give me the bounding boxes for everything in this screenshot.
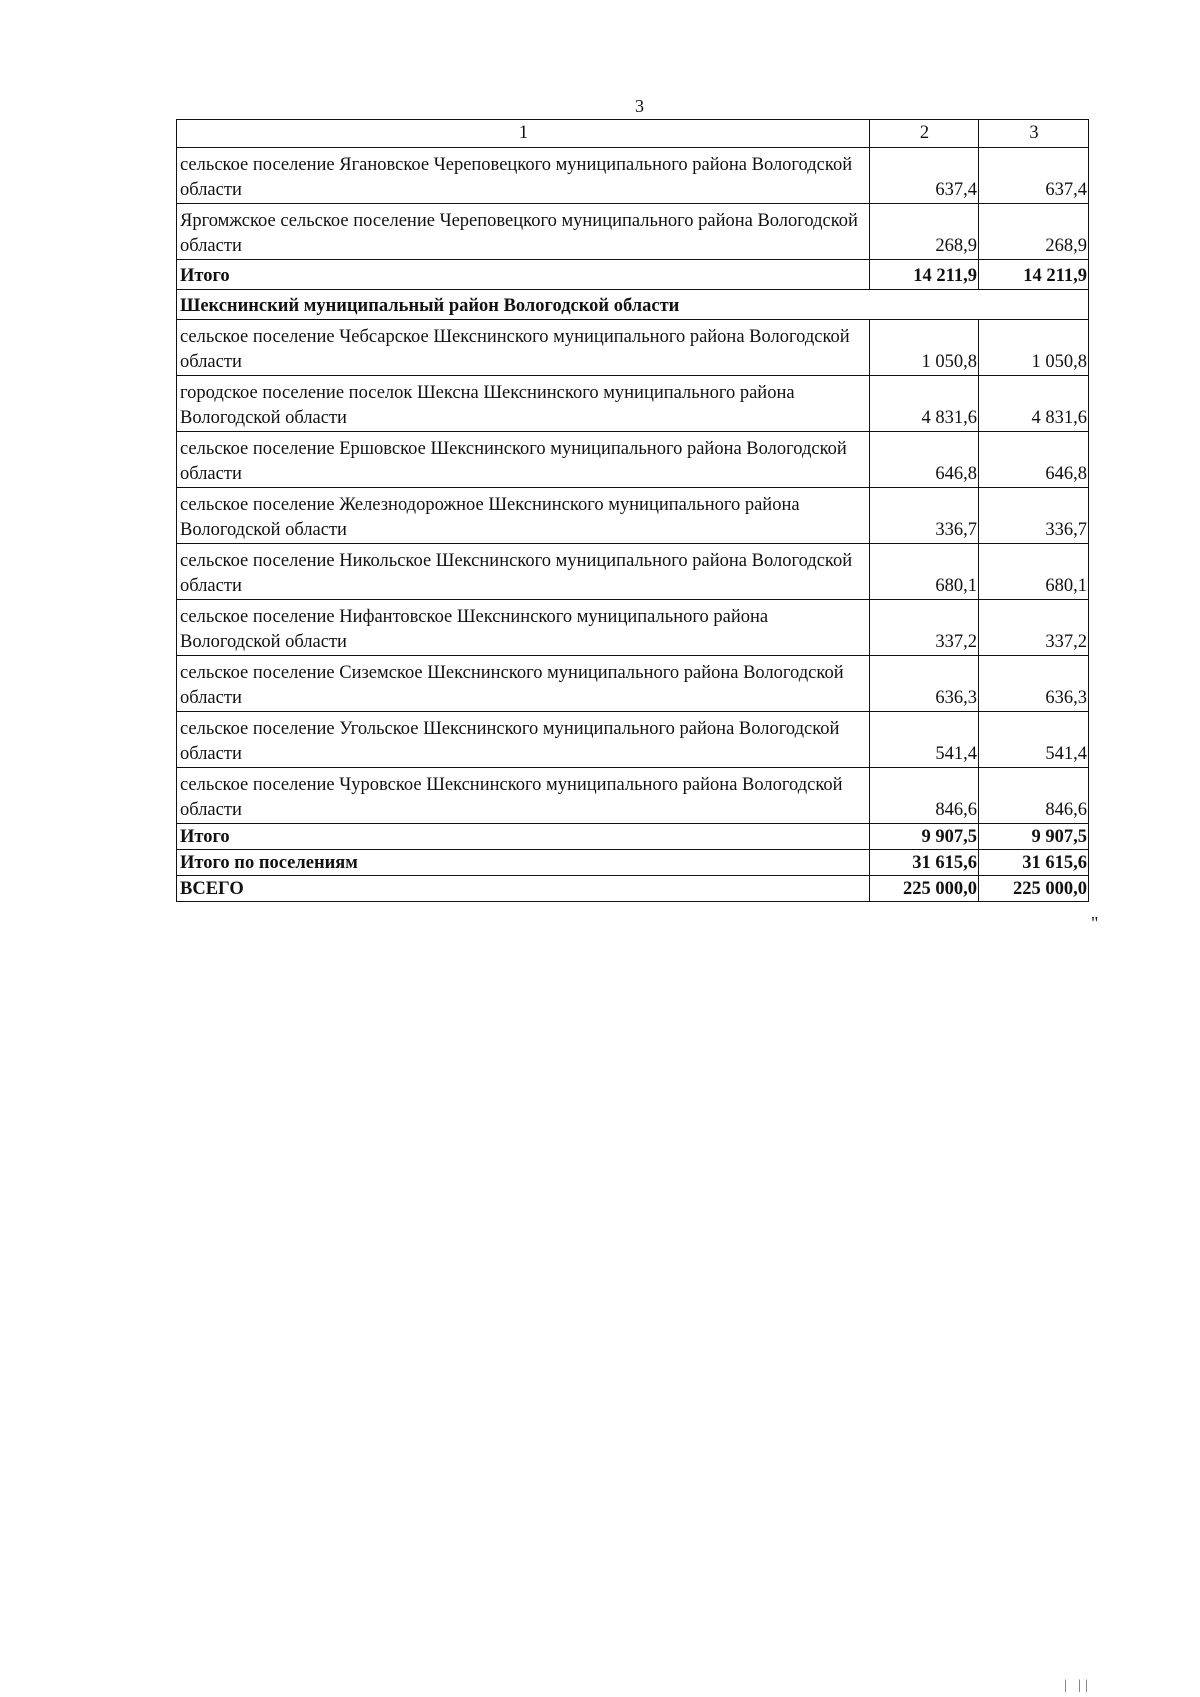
value-col-3: 846,6 <box>979 768 1089 824</box>
value-col-3: 225 000,0 <box>979 876 1089 902</box>
value-col-2: 9 907,5 <box>870 824 979 850</box>
settlement-name: сельское поселение Чебсарское Шекснинского муниципального района Вологодской области <box>177 320 870 376</box>
value-col-3: 637,4 <box>979 148 1089 204</box>
value-col-2: 268,9 <box>870 204 979 260</box>
value-col-2: 846,6 <box>870 768 979 824</box>
value-col-3: 337,2 <box>979 600 1089 656</box>
grand-total-row <box>177 876 1089 902</box>
header-col-2: 2 <box>870 120 979 148</box>
settlement-name: сельское поселение Железнодорожное Шекснинского муниципального района Вологодской области <box>177 488 870 544</box>
value-col-2: 636,3 <box>870 656 979 712</box>
total-label: Итого <box>177 824 870 850</box>
settlement-name: сельское поселение Чуровское Шекснинского муниципального района Вологодской области <box>177 768 870 824</box>
total-label: Итого по поселениям <box>177 850 870 876</box>
value-col-3: 541,4 <box>979 712 1089 768</box>
header-col-3: 3 <box>979 120 1089 148</box>
value-col-2: 31 615,6 <box>870 850 979 876</box>
settlement-name: сельское поселение Нифантовское Шекснинского муниципального района Вологодской области <box>177 600 870 656</box>
table-row <box>177 148 1089 204</box>
settlement-name: сельское поселение Ершовское Шекснинского муниципального района Вологодской области <box>177 432 870 488</box>
settlement-name: сельское поселение Угольское Шекснинского муниципального района Вологодской области <box>177 712 870 768</box>
table-row <box>177 432 1089 488</box>
settlements-total-row <box>177 850 1089 876</box>
value-col-2: 4 831,6 <box>870 376 979 432</box>
value-col-3: 1 050,8 <box>979 320 1089 376</box>
value-col-2: 14 211,9 <box>870 260 979 290</box>
subtotal-row <box>177 260 1089 290</box>
value-col-2: 337,2 <box>870 600 979 656</box>
table-row <box>177 656 1089 712</box>
total-label: ВСЕГО <box>177 876 870 902</box>
section-header-row <box>177 290 1089 320</box>
allocation-table <box>176 119 1089 902</box>
settlement-name: городское поселение поселок Шексна Шекснинского муниципального района Вологодской области <box>177 376 870 432</box>
value-col-3: 336,7 <box>979 488 1089 544</box>
table-row <box>177 488 1089 544</box>
table-row <box>177 712 1089 768</box>
corner-scan-mark: | || <box>1064 1678 1092 1693</box>
value-col-3: 646,8 <box>979 432 1089 488</box>
value-col-2: 637,4 <box>870 148 979 204</box>
value-col-2: 541,4 <box>870 712 979 768</box>
value-col-2: 680,1 <box>870 544 979 600</box>
table-row <box>177 768 1089 824</box>
table-row <box>177 204 1089 260</box>
table-header-row <box>177 120 1089 148</box>
table-row <box>177 376 1089 432</box>
closing-quote: " <box>1091 913 1099 933</box>
value-col-2: 646,8 <box>870 432 979 488</box>
page-number: 3 <box>635 96 644 116</box>
settlement-name: сельское поселение Сиземское Шекснинского муниципального района Вологодской области <box>177 656 870 712</box>
settlement-name: сельское поселение Ягановское Череповецкого муниципального района Вологодской области <box>177 148 870 204</box>
value-col-3: 636,3 <box>979 656 1089 712</box>
district-title: Шекснинский муниципальный район Вологодской области <box>177 290 1089 320</box>
table-row <box>177 544 1089 600</box>
district-total-row <box>177 824 1089 850</box>
table-row <box>177 320 1089 376</box>
value-col-2: 1 050,8 <box>870 320 979 376</box>
subtotal-label: Итого <box>177 260 870 290</box>
table-row <box>177 600 1089 656</box>
header-col-1: 1 <box>177 120 870 148</box>
value-col-2: 336,7 <box>870 488 979 544</box>
value-col-3: 4 831,6 <box>979 376 1089 432</box>
value-col-3: 31 615,6 <box>979 850 1089 876</box>
value-col-3: 680,1 <box>979 544 1089 600</box>
value-col-3: 268,9 <box>979 204 1089 260</box>
settlement-name: Яргомжское сельское поселение Череповецкого муниципального района Вологодской области <box>177 204 870 260</box>
settlement-name: сельское поселение Никольское Шекснинского муниципального района Вологодской области <box>177 544 870 600</box>
value-col-2: 225 000,0 <box>870 876 979 902</box>
value-col-3: 9 907,5 <box>979 824 1089 850</box>
value-col-3: 14 211,9 <box>979 260 1089 290</box>
